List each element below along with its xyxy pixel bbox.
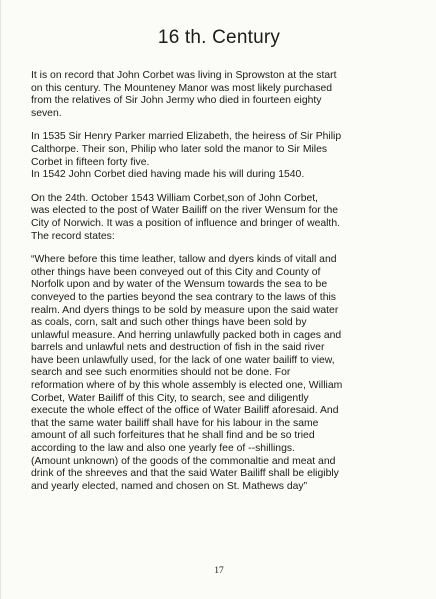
text-line: Norfolk upon and by water of the Wensum towards the sea to be	[31, 279, 328, 291]
document-body	[31, 70, 421, 493]
text-line: In 1542 John Corbet died having made his will during 1540.	[31, 169, 305, 181]
text-line: search and see such enormities should not be done. For	[31, 367, 291, 379]
text-line: on this century. The Mounteney Manor was most likely purchased	[31, 82, 333, 94]
paragraph-william-corbet	[31, 193, 421, 243]
text-line: barrels and unlawful nets and destruction of fish in the said river	[31, 342, 325, 354]
text-line: Corbet in fifteen forty five.	[31, 156, 150, 168]
text-line: drink of the shreeves and that the said Water Bailiff shall be eligibly	[31, 468, 339, 480]
text-line: On the 24th. October 1543 William Corbet,son of John Corbet,	[31, 192, 319, 204]
page-title: 16 th. Century	[157, 27, 281, 48]
text-line: It is on record that John Corbet was living in Sprowston at the start	[31, 70, 337, 81]
text-line: City of Norwich. It was a position of influence and bringer of wealth.	[31, 217, 340, 229]
page-number: 17	[214, 566, 224, 576]
text-line: and yearly elected, named and chosen on St. Mathews day”	[31, 480, 308, 492]
text-line: reformation where of by this whole assembly is elected one, William	[31, 380, 343, 392]
text-line: In 1535 Sir Henry Parker married Elizabeth, the heiress of Sir Philip	[31, 131, 342, 143]
text-line: other things have been conveyed out of this City and County of	[31, 266, 321, 278]
text-line: amount of all such forfeitures that he shall find and be so tried	[31, 430, 315, 442]
text-line: Corbet, Water Bailiff of this City, to search, see and diligently	[31, 392, 309, 404]
text-line: unlawful measure. And herring unlawfully packed both in cages and	[31, 329, 342, 341]
text-line: realm. And dyers things to be sold by measure upon the said water	[31, 304, 339, 316]
text-line: The record states:	[31, 230, 115, 242]
text-line: seven.	[31, 107, 62, 119]
text-line: that the same water bailiff shall have for his labour in the same	[31, 417, 319, 429]
text-line: Calthorpe. Their son, Philip who later sold the manor to Sir Miles	[31, 143, 328, 155]
text-line: (Amount unknown) of the goods of the commonaltie and meat and	[31, 455, 336, 467]
text-line: from the relatives of Sir John Jermy who died in fourteen eighty	[31, 95, 322, 107]
text-line: according to the law and also one yearly fee of --shillings.	[31, 443, 295, 455]
paragraph-record-quote	[31, 254, 421, 493]
paragraph-henry-parker	[31, 131, 421, 181]
text-line: conveyed to the parties beyond the sea contrary to the laws of this	[31, 291, 336, 303]
text-line: “Where before this time leather, tallow and dyers kinds of vitall and	[31, 254, 337, 266]
text-line: have been unlawfully used, for the lack of one water bailiff to view,	[31, 354, 335, 366]
text-line: execute the whole effect of the office of Water Bailiff aforesaid. And	[31, 405, 339, 417]
text-line: was elected to the post of Water Bailiff on the river Wensum for the	[31, 205, 339, 217]
paragraph-john-corbet	[31, 70, 421, 120]
text-line: as coals, corn, salt and such other things have been sold by	[31, 317, 307, 329]
